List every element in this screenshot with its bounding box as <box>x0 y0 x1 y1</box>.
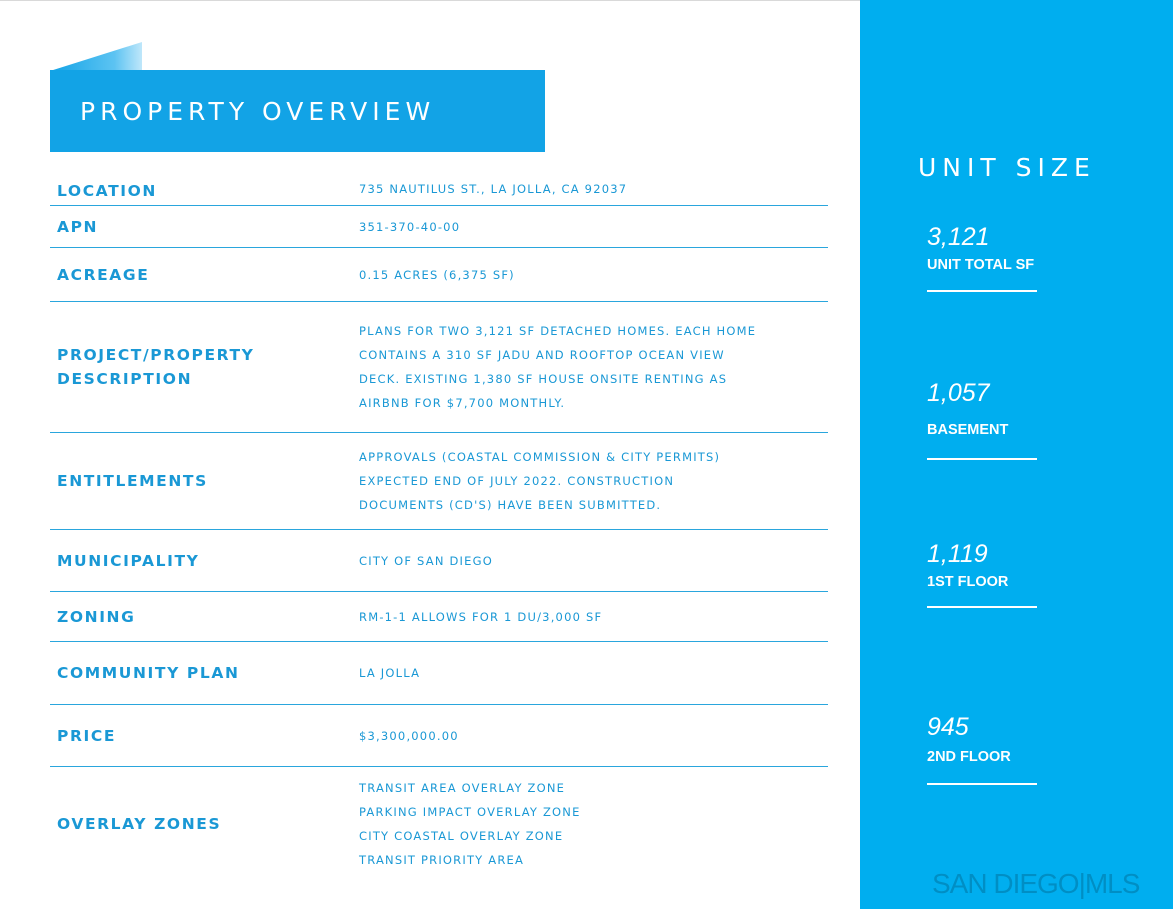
value-line: $3,300,000.00 <box>359 728 459 743</box>
stat-basement <box>927 378 1037 460</box>
row-value <box>359 549 829 573</box>
value-line: LA JOLLA <box>359 666 421 680</box>
stat-divider <box>927 290 1037 292</box>
stat-value: 1,057 <box>927 379 990 407</box>
table-row-entitlements <box>50 433 828 530</box>
row-label: ZONING <box>57 607 136 626</box>
table-row-apn <box>50 206 828 248</box>
row-value <box>359 445 829 517</box>
mls-watermark: SAN DIEGO|MLS <box>932 868 1140 899</box>
value-line: CONTAINS A 310 SF JADU AND ROOFTOP OCEAN VIEW <box>359 348 725 362</box>
stat-divider <box>927 606 1037 608</box>
stat-divider <box>927 458 1037 460</box>
table-row-zoning <box>50 592 828 642</box>
stat-divider <box>927 783 1037 785</box>
row-value <box>359 724 829 748</box>
row-value <box>359 661 829 685</box>
stat-label: BASEMENT <box>927 422 1009 438</box>
table-row-overlay-zones <box>50 767 828 881</box>
stat-value: 1,119 <box>927 540 988 568</box>
sidebar-title: UNIT SIZE <box>918 153 1096 182</box>
stat-second-floor <box>927 712 1037 785</box>
row-value <box>359 215 829 239</box>
row-label: PROJECT/PROPERTY DESCRIPTION <box>57 346 255 388</box>
value-line: PLANS FOR TWO 3,121 SF DETACHED HOMES. EACH HOME <box>359 324 757 338</box>
top-border <box>0 0 860 1</box>
value-line: TRANSIT PRIORITY AREA <box>359 853 525 867</box>
row-label: ACREAGE <box>57 265 150 284</box>
value-line: 735 NAUTILUS ST., LA JOLLA, CA 92037 <box>359 182 628 196</box>
stat-label: 1ST FLOOR <box>927 574 1009 590</box>
table-row-community-plan <box>50 642 828 705</box>
value-line: PARKING IMPACT OVERLAY ZONE <box>359 805 581 819</box>
row-label: COMMUNITY PLAN <box>57 664 240 682</box>
row-label: MUNICIPALITY <box>57 551 200 570</box>
table-row-municipality <box>50 530 828 592</box>
row-label: ENTITLEMENTS <box>57 472 208 490</box>
table-row-description <box>50 302 828 433</box>
value-line: AIRBNB FOR $7,700 MONTHLY. <box>359 396 566 410</box>
row-value <box>359 776 829 872</box>
table-row-price <box>50 705 828 767</box>
stat-value: 3,121 <box>927 223 990 251</box>
value-line: CITY OF SAN DIEGO <box>359 553 493 568</box>
table-row-location <box>50 168 828 206</box>
stat-unit-total <box>927 222 1037 292</box>
stat-value: 945 <box>927 713 969 741</box>
row-label: APN <box>57 218 99 236</box>
value-line: APPROVALS (COASTAL COMMISSION & CITY PERMITS) <box>359 450 721 464</box>
row-label: OVERLAY ZONES <box>57 815 222 833</box>
property-details-table <box>50 168 828 881</box>
stat-label: UNIT TOTAL SF <box>927 257 1035 273</box>
value-line: 351-370-40-00 <box>359 220 461 234</box>
banner-flag <box>50 42 142 71</box>
page-title: PROPERTY OVERVIEW <box>80 96 436 126</box>
row-value <box>359 605 829 629</box>
value-line: CITY COASTAL OVERLAY ZONE <box>359 829 564 843</box>
stat-label: 2ND FLOOR <box>927 749 1011 765</box>
row-label: PRICE <box>57 726 117 745</box>
value-line: DECK. EXISTING 1,380 SF HOUSE ONSITE RENTING AS <box>359 372 728 386</box>
value-line: 0.15 ACRES (6,375 SF) <box>359 267 515 282</box>
row-value <box>359 319 829 415</box>
stat-first-floor <box>927 539 1037 608</box>
row-value <box>359 177 829 201</box>
value-line: EXPECTED END OF JULY 2022. CONSTRUCTION <box>359 474 675 488</box>
value-line: DOCUMENTS (CD'S) HAVE BEEN SUBMITTED. <box>359 498 662 512</box>
table-row-acreage <box>50 248 828 302</box>
unit-size-sidebar <box>860 0 1173 909</box>
value-line: TRANSIT AREA OVERLAY ZONE <box>359 781 566 795</box>
value-line: RM-1-1 ALLOWS FOR 1 DU/3,000 SF <box>359 609 603 624</box>
row-label: LOCATION <box>57 182 157 200</box>
title-banner <box>50 70 545 152</box>
row-value <box>359 263 829 287</box>
